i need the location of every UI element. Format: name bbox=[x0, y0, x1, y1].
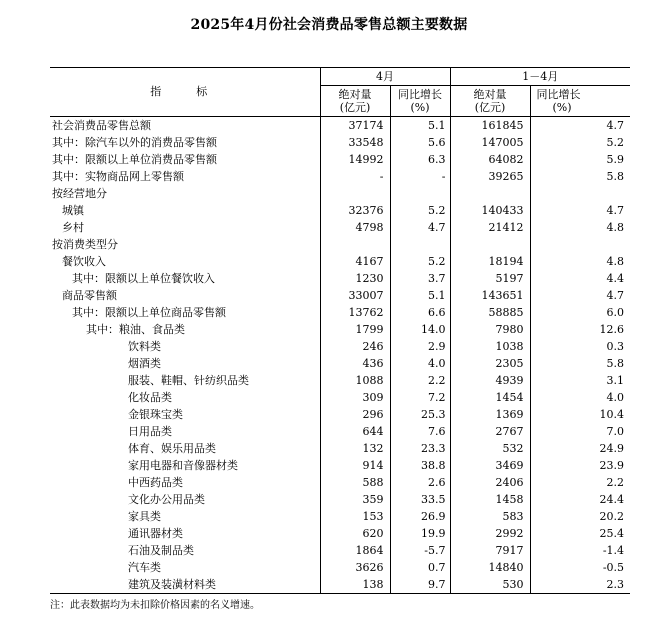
jan-apr-absolute-value bbox=[450, 236, 530, 253]
apr-yoy-growth: 2.9 bbox=[390, 338, 450, 355]
jan-apr-yoy-growth bbox=[530, 236, 630, 253]
jan-apr-absolute-value: 7980 bbox=[450, 321, 530, 338]
table-row bbox=[50, 372, 630, 389]
apr-absolute-value: 1864 bbox=[320, 542, 390, 559]
jan-apr-absolute-value: 1454 bbox=[450, 389, 530, 406]
jan-apr-yoy-growth: 2.3 bbox=[530, 576, 630, 594]
jan-apr-absolute-value: 2767 bbox=[450, 423, 530, 440]
apr-yoy-growth: 5.1 bbox=[390, 287, 450, 304]
apr-absolute-value: 588 bbox=[320, 474, 390, 491]
abs-unit: (亿元) bbox=[474, 101, 506, 114]
apr-absolute-value: 644 bbox=[320, 423, 390, 440]
apr-yoy-growth: 5.6 bbox=[390, 134, 450, 151]
apr-absolute-value bbox=[320, 236, 390, 253]
jan-apr-yoy-growth: 24.9 bbox=[530, 440, 630, 457]
jan-apr-absolute-value bbox=[450, 185, 530, 202]
yoy-label: 同比增长 bbox=[536, 88, 581, 101]
apr-yoy-growth: 9.7 bbox=[390, 576, 450, 594]
jan-apr-yoy-growth: 2.2 bbox=[530, 474, 630, 491]
row-indicator-name: 按经营地分 bbox=[52, 186, 107, 200]
apr-yoy-growth: - bbox=[390, 168, 450, 185]
row-indicator-name: 烟酒类 bbox=[128, 356, 161, 370]
apr-yoy-growth: 26.9 bbox=[390, 508, 450, 525]
jan-apr-yoy-growth: 0.3 bbox=[530, 338, 630, 355]
abs-unit: (亿元) bbox=[339, 101, 371, 114]
jan-apr-absolute-value: 18194 bbox=[450, 253, 530, 270]
apr-yoy-growth: 2.6 bbox=[390, 474, 450, 491]
apr-absolute-value: 3626 bbox=[320, 559, 390, 576]
table-row bbox=[50, 474, 630, 491]
apr-yoy-growth: 5.1 bbox=[390, 117, 450, 135]
jan-apr-absolute-value: 1038 bbox=[450, 338, 530, 355]
table-row bbox=[50, 440, 630, 457]
jan-apr-yoy-growth: 4.8 bbox=[530, 253, 630, 270]
row-indicator-name: 餐饮收入 bbox=[62, 254, 106, 268]
abs-header-2 bbox=[450, 86, 530, 117]
apr-yoy-growth: 25.3 bbox=[390, 406, 450, 423]
jan-apr-yoy-growth: 5.8 bbox=[530, 168, 630, 185]
jan-apr-absolute-value: 5197 bbox=[450, 270, 530, 287]
row-indicator-name: 商品零售额 bbox=[62, 288, 117, 302]
jan-apr-absolute-value: 583 bbox=[450, 508, 530, 525]
row-indicator-name: 乡村 bbox=[62, 220, 84, 234]
row-indicator-name: 服装、鞋帽、针纺织品类 bbox=[128, 373, 249, 387]
row-indicator-name: 建筑及装潢材料类 bbox=[50, 576, 320, 594]
period-apr-header: 4月 bbox=[320, 68, 450, 86]
apr-absolute-value: 914 bbox=[320, 457, 390, 474]
apr-yoy-growth: -5.7 bbox=[390, 542, 450, 559]
row-indicator-name: 中西药品类 bbox=[128, 475, 183, 489]
table-row bbox=[50, 219, 630, 236]
jan-apr-absolute-value: 21412 bbox=[450, 219, 530, 236]
row-indicator-name: 其中：限额以上单位消费品零售额 bbox=[52, 152, 217, 166]
table-row bbox=[50, 168, 630, 185]
apr-yoy-growth: 33.5 bbox=[390, 491, 450, 508]
table-row bbox=[50, 151, 630, 168]
table-row bbox=[50, 287, 630, 304]
table-row bbox=[50, 423, 630, 440]
row-indicator-name: 其中：粮油、食品类 bbox=[86, 322, 185, 336]
table-row bbox=[50, 253, 630, 270]
jan-apr-yoy-growth: -1.4 bbox=[530, 542, 630, 559]
jan-apr-yoy-growth: 4.0 bbox=[530, 389, 630, 406]
jan-apr-yoy-growth: 20.2 bbox=[530, 508, 630, 525]
row-indicator-name: 其中：限额以上单位餐饮收入 bbox=[72, 271, 215, 285]
jan-apr-absolute-value: 3469 bbox=[450, 457, 530, 474]
row-indicator-name: 城镇 bbox=[62, 203, 84, 217]
jan-apr-absolute-value: 2305 bbox=[450, 355, 530, 372]
apr-absolute-value: 138 bbox=[320, 576, 390, 594]
jan-apr-absolute-value: 143651 bbox=[450, 287, 530, 304]
row-indicator-name: 汽车类 bbox=[128, 560, 161, 574]
abs-label: 绝对量 bbox=[473, 88, 507, 101]
apr-yoy-growth: 4.0 bbox=[390, 355, 450, 372]
period-jan-apr-header: 1－4月 bbox=[450, 68, 630, 86]
jan-apr-yoy-growth: 4.7 bbox=[530, 287, 630, 304]
apr-absolute-value: 309 bbox=[320, 389, 390, 406]
jan-apr-yoy-growth: 12.6 bbox=[530, 321, 630, 338]
row-indicator-name: 石油及制品类 bbox=[128, 543, 194, 557]
row-indicator-name: 其中：除汽车以外的消费品零售额 bbox=[52, 135, 217, 149]
apr-yoy-growth: 6.3 bbox=[390, 151, 450, 168]
apr-absolute-value: 37174 bbox=[320, 117, 390, 135]
table-row bbox=[50, 338, 630, 355]
apr-yoy-growth: 4.7 bbox=[390, 219, 450, 236]
jan-apr-yoy-growth: 24.4 bbox=[530, 491, 630, 508]
jan-apr-yoy-growth: 4.4 bbox=[530, 270, 630, 287]
jan-apr-absolute-value: 530 bbox=[450, 576, 530, 594]
jan-apr-yoy-growth: 25.4 bbox=[530, 525, 630, 542]
apr-absolute-value: 1230 bbox=[320, 270, 390, 287]
jan-apr-yoy-growth bbox=[530, 185, 630, 202]
jan-apr-yoy-growth: 10.4 bbox=[530, 406, 630, 423]
abs-header-1 bbox=[320, 86, 390, 117]
apr-absolute-value: 296 bbox=[320, 406, 390, 423]
apr-yoy-growth: 3.7 bbox=[390, 270, 450, 287]
yoy-label: 同比增长 bbox=[398, 88, 442, 101]
apr-yoy-growth: 5.2 bbox=[390, 253, 450, 270]
table-row bbox=[50, 542, 630, 559]
jan-apr-absolute-value: 1369 bbox=[450, 406, 530, 423]
apr-yoy-growth: 38.8 bbox=[390, 457, 450, 474]
table-row bbox=[50, 576, 630, 594]
row-indicator-name: 通讯器材类 bbox=[128, 526, 183, 540]
apr-absolute-value: 33007 bbox=[320, 287, 390, 304]
jan-apr-yoy-growth: 6.0 bbox=[530, 304, 630, 321]
table-row bbox=[50, 134, 630, 151]
row-indicator-name: 饮料类 bbox=[128, 339, 161, 353]
table-row bbox=[50, 202, 630, 219]
row-indicator-name: 按消费类型分 bbox=[52, 237, 118, 251]
jan-apr-absolute-value: 2992 bbox=[450, 525, 530, 542]
apr-yoy-growth: 2.2 bbox=[390, 372, 450, 389]
jan-apr-absolute-value: 64082 bbox=[450, 151, 530, 168]
jan-apr-absolute-value: 1458 bbox=[450, 491, 530, 508]
jan-apr-yoy-growth: 5.9 bbox=[530, 151, 630, 168]
apr-absolute-value: 32376 bbox=[320, 202, 390, 219]
apr-absolute-value: 4167 bbox=[320, 253, 390, 270]
apr-absolute-value: 13762 bbox=[320, 304, 390, 321]
jan-apr-absolute-value: 7917 bbox=[450, 542, 530, 559]
jan-apr-yoy-growth: 4.8 bbox=[530, 219, 630, 236]
table-body bbox=[50, 117, 630, 594]
apr-yoy-growth: 5.2 bbox=[390, 202, 450, 219]
table-row bbox=[50, 185, 630, 202]
table-row bbox=[50, 457, 630, 474]
table-row bbox=[50, 117, 630, 135]
row-indicator-name: 家具类 bbox=[128, 509, 161, 523]
table-row bbox=[50, 236, 630, 253]
footnote: 注：此表数据均为未扣除价格因素的名义增速。 bbox=[50, 600, 260, 611]
page-title: 2025年4月份社会消费品零售总额主要数据 bbox=[190, 17, 468, 33]
table-row bbox=[50, 508, 630, 525]
yoy-unit: (%) bbox=[410, 101, 430, 114]
jan-apr-absolute-value: 14840 bbox=[450, 559, 530, 576]
table-row bbox=[50, 525, 630, 542]
jan-apr-absolute-value: 532 bbox=[450, 440, 530, 457]
table-row bbox=[50, 270, 630, 287]
jan-apr-absolute-value: 58885 bbox=[450, 304, 530, 321]
jan-apr-yoy-growth: 4.7 bbox=[530, 117, 630, 135]
apr-yoy-growth: 6.6 bbox=[390, 304, 450, 321]
apr-absolute-value: 359 bbox=[320, 491, 390, 508]
apr-absolute-value: 14992 bbox=[320, 151, 390, 168]
table-row bbox=[50, 559, 630, 576]
apr-yoy-growth: 14.0 bbox=[390, 321, 450, 338]
jan-apr-absolute-value: 39265 bbox=[450, 168, 530, 185]
row-indicator-name: 日用品类 bbox=[128, 424, 172, 438]
table-row bbox=[50, 491, 630, 508]
row-indicator-name: 家用电器和音像器材类 bbox=[128, 458, 238, 472]
apr-absolute-value: - bbox=[320, 168, 390, 185]
apr-yoy-growth: 23.3 bbox=[390, 440, 450, 457]
jan-apr-yoy-growth: 5.8 bbox=[530, 355, 630, 372]
table-row bbox=[50, 406, 630, 423]
apr-yoy-growth: 7.6 bbox=[390, 423, 450, 440]
apr-absolute-value: 33548 bbox=[320, 134, 390, 151]
jan-apr-absolute-value: 147005 bbox=[450, 134, 530, 151]
apr-absolute-value: 1799 bbox=[320, 321, 390, 338]
apr-yoy-growth bbox=[390, 185, 450, 202]
data-table-frame bbox=[50, 67, 630, 594]
apr-yoy-growth: 7.2 bbox=[390, 389, 450, 406]
apr-yoy-growth: 0.7 bbox=[390, 559, 450, 576]
yoy-header-1 bbox=[390, 86, 450, 117]
jan-apr-absolute-value: 2406 bbox=[450, 474, 530, 491]
row-indicator-name: 化妆品类 bbox=[128, 390, 172, 404]
row-indicator-name: 其中：限额以上单位商品零售额 bbox=[72, 305, 226, 319]
apr-absolute-value: 132 bbox=[320, 440, 390, 457]
retail-sales-table bbox=[50, 67, 630, 594]
row-indicator-name: 体育、娱乐用品类 bbox=[128, 441, 216, 455]
apr-yoy-growth bbox=[390, 236, 450, 253]
apr-absolute-value: 4798 bbox=[320, 219, 390, 236]
row-indicator-name: 其中：实物商品网上零售额 bbox=[52, 169, 184, 183]
apr-absolute-value: 246 bbox=[320, 338, 390, 355]
table-row bbox=[50, 321, 630, 338]
jan-apr-yoy-growth: 5.2 bbox=[530, 134, 630, 151]
apr-absolute-value bbox=[320, 185, 390, 202]
jan-apr-absolute-value: 4939 bbox=[450, 372, 530, 389]
jan-apr-yoy-growth: 7.0 bbox=[530, 423, 630, 440]
jan-apr-absolute-value: 161845 bbox=[450, 117, 530, 135]
row-indicator-name: 文化办公用品类 bbox=[128, 492, 205, 506]
jan-apr-yoy-growth: 4.7 bbox=[530, 202, 630, 219]
apr-absolute-value: 436 bbox=[320, 355, 390, 372]
yoy-unit: (%) bbox=[552, 101, 572, 114]
row-indicator-name: 金银珠宝类 bbox=[128, 407, 183, 421]
table-row bbox=[50, 355, 630, 372]
indicator-header: 指 标 bbox=[50, 68, 320, 117]
jan-apr-yoy-growth: 23.9 bbox=[530, 457, 630, 474]
table-row bbox=[50, 304, 630, 321]
apr-absolute-value: 1088 bbox=[320, 372, 390, 389]
jan-apr-absolute-value: 140433 bbox=[450, 202, 530, 219]
apr-absolute-value: 153 bbox=[320, 508, 390, 525]
table-row bbox=[50, 389, 630, 406]
yoy-header-2 bbox=[530, 86, 630, 117]
apr-absolute-value: 620 bbox=[320, 525, 390, 542]
jan-apr-yoy-growth: -0.5 bbox=[530, 559, 630, 576]
abs-label: 绝对量 bbox=[338, 88, 372, 101]
jan-apr-yoy-growth: 3.1 bbox=[530, 372, 630, 389]
row-indicator-name: 社会消费品零售总额 bbox=[52, 118, 151, 132]
apr-yoy-growth: 19.9 bbox=[390, 525, 450, 542]
